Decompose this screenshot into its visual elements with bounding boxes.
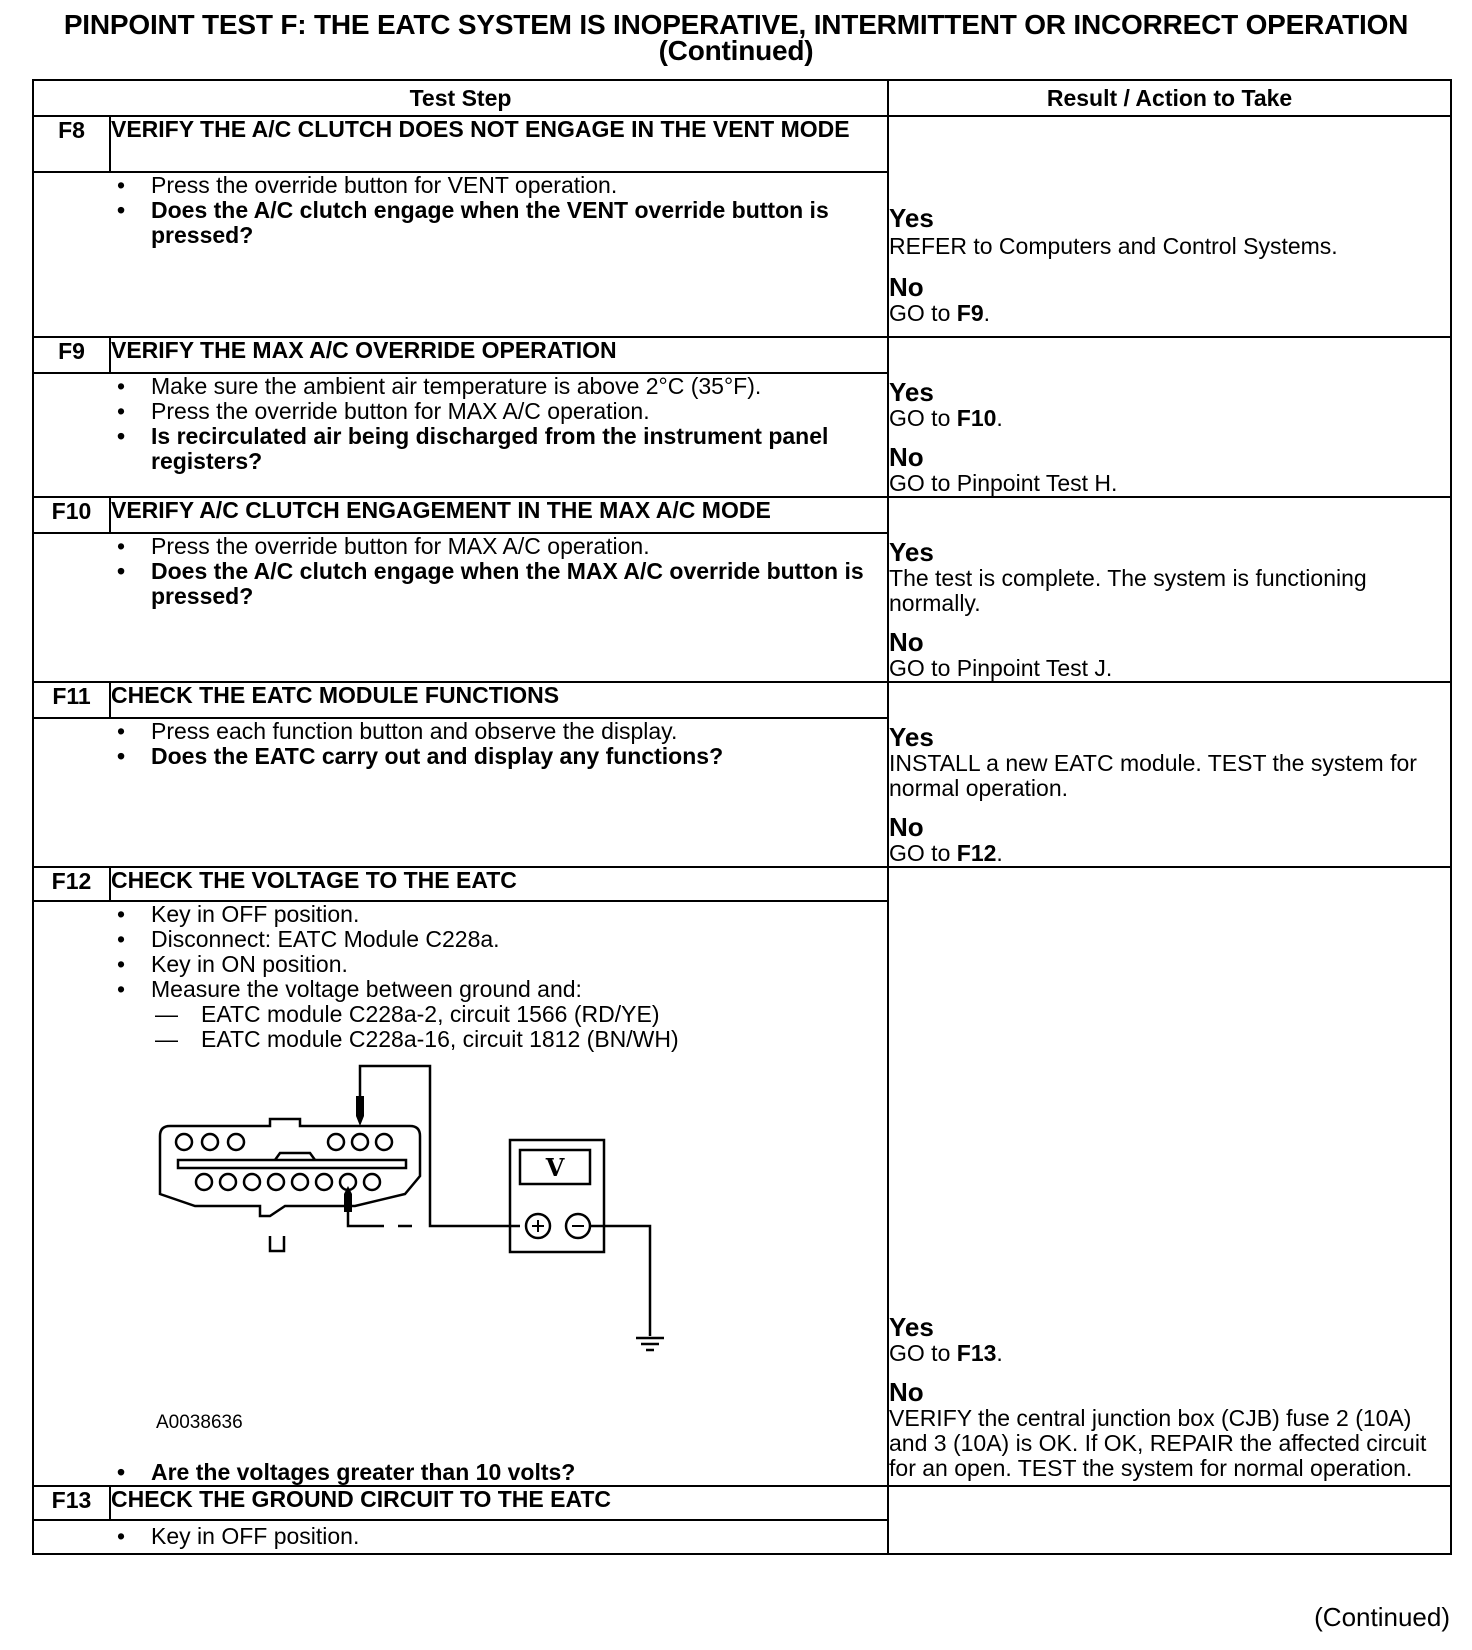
list-item: • Press each function button and observe the display. [111,719,887,744]
yes-action: REFER to Computers and Control Systems. [889,233,1338,259]
connector-pin [364,1174,380,1190]
connector-pin [228,1134,244,1150]
connector-latch [270,1236,284,1251]
step-body [33,373,888,497]
list-item-question: • Does the A/C clutch engage when the MAX A/C override button is pressed? [111,559,887,609]
yes-action: GO to F13. [889,1340,1003,1366]
yes-action: GO to F10. [889,405,1003,431]
no-label: No [889,272,924,302]
connector-pin [328,1134,344,1150]
yes-label: Yes [889,537,934,567]
step-title: CHECK THE EATC MODULE FUNCTIONS [110,682,888,718]
step-result [888,682,1451,867]
connector-pin [196,1174,212,1190]
list-item: • Measure the voltage between ground and: [111,977,887,1002]
yes-label: Yes [889,1312,934,1342]
connector-pin [376,1134,392,1150]
header-result: Result / Action to Take [888,80,1451,116]
no-action: GO to F9. [889,300,990,326]
figure-id: A0038636 [156,1412,243,1433]
step-title: CHECK THE GROUND CIRCUIT TO THE EATC [110,1486,888,1520]
step-title-row [33,867,1451,901]
list-item: • Press the override button for MAX A/C operation. [111,534,887,559]
list-item-question: • Does the A/C clutch engage when the VENT override button is pressed? [111,198,887,248]
step-id: F11 [33,682,110,718]
connector-pin [292,1174,308,1190]
step-result [888,116,1451,337]
table-header-row [33,80,1451,116]
connector-pin [244,1174,260,1190]
yes-label: Yes [889,377,934,407]
yes-label: Yes [889,722,934,752]
connector-pin [316,1174,332,1190]
step-id: F12 [33,867,110,901]
step-result [888,1486,1451,1554]
list-item: • Key in ON position. [111,952,887,977]
voltage-test-diagram [120,1056,800,1456]
step-title: CHECK THE VOLTAGE TO THE EATC [110,867,888,901]
step-body [33,172,888,337]
connector-pin [176,1134,192,1150]
step-id: F10 [33,497,110,533]
list-item: • Make sure the ambient air temperature is above 2°C (35°F). [111,374,887,399]
yes-action: INSTALL a new EATC module. TEST the system for normal operation. [889,750,1417,801]
page-title-continued: (Continued) [658,35,814,66]
connector-rail [178,1160,406,1168]
no-action: GO to Pinpoint Test H. [889,470,1118,496]
no-action: GO to F12. [889,840,1003,866]
list-item-question: • Are the voltages greater than 10 volts? [111,1460,887,1485]
list-item: • Key in OFF position. [111,1524,887,1549]
step-title-row [33,497,1451,533]
pinpoint-test-table [32,79,1452,1555]
step-title: VERIFY THE A/C CLUTCH DOES NOT ENGAGE IN THE VENT MODE [110,116,888,172]
connector-pin [268,1174,284,1190]
page-title [0,9,1472,66]
connector-pin [352,1134,368,1150]
page-title-line1: PINPOINT TEST F: THE EATC SYSTEM IS INOPERATIVE, INTERMITTENT OR INCORRECT OPERATION [63,9,1409,40]
no-label: No [889,627,924,657]
probe-wire-top [360,1066,520,1226]
step-title-row [33,116,1451,172]
ground-wire [590,1226,650,1336]
step-title: VERIFY THE MAX A/C OVERRIDE OPERATION [110,337,888,373]
step-title: VERIFY A/C CLUTCH ENGAGEMENT IN THE MAX A/C MODE [110,497,888,533]
yes-label: Yes [889,203,934,233]
step-reference: F9 [956,300,984,326]
no-label: No [889,442,924,472]
step-result [888,867,1451,1486]
list-item-question: • Is recirculated air being discharged from the instrument panel registers? [111,424,887,474]
list-subitem: — EATC module C228a-16, circuit 1812 (BN/WH) [111,1027,887,1052]
continued-footer: (Continued) [1314,1602,1450,1632]
ground-icon [636,1338,664,1350]
step-result [888,337,1451,497]
step-body [33,1520,888,1554]
connector-voltmeter-illustration [120,1056,800,1406]
step-body [33,901,888,1486]
connector-pin [202,1134,218,1150]
no-action: VERIFY the central junction box (CJB) fuse 2 (10A) and 3 (10A) is OK. If OK, REPAIR the affected circuit for an open. TEST the system for normal operation. [889,1405,1427,1481]
no-action: GO to Pinpoint Test J. [889,655,1113,681]
step-body [33,718,888,867]
list-item-question: • Does the EATC carry out and display any functions? [111,744,887,769]
probe-tip-top [356,1096,364,1126]
voltmeter-label: V [545,1153,565,1182]
step-title-row [33,1486,1451,1520]
step-title-row [33,682,1451,718]
header-test-step: Test Step [33,80,888,116]
list-item: • Press the override button for VENT operation. [111,173,887,198]
step-title-row [33,337,1451,373]
connector-pin [220,1174,236,1190]
step-body [33,533,888,682]
step-reference: F13 [956,1340,997,1366]
list-item: • Press the override button for MAX A/C operation. [111,399,887,424]
step-reference: F12 [956,840,997,866]
list-item: • Disconnect: EATC Module C228a. [111,927,887,952]
list-item: • Key in OFF position. [111,902,887,927]
no-label: No [889,812,924,842]
step-id: F8 [33,116,110,172]
yes-action: The test is complete. The system is functioning normally. [889,565,1367,616]
no-label: No [889,1377,924,1407]
step-id: F9 [33,337,110,373]
list-subitem: — EATC module C228a-2, circuit 1566 (RD/YE) [111,1002,887,1027]
step-id: F13 [33,1486,110,1520]
step-reference: F10 [956,405,997,431]
step-result [888,497,1451,682]
